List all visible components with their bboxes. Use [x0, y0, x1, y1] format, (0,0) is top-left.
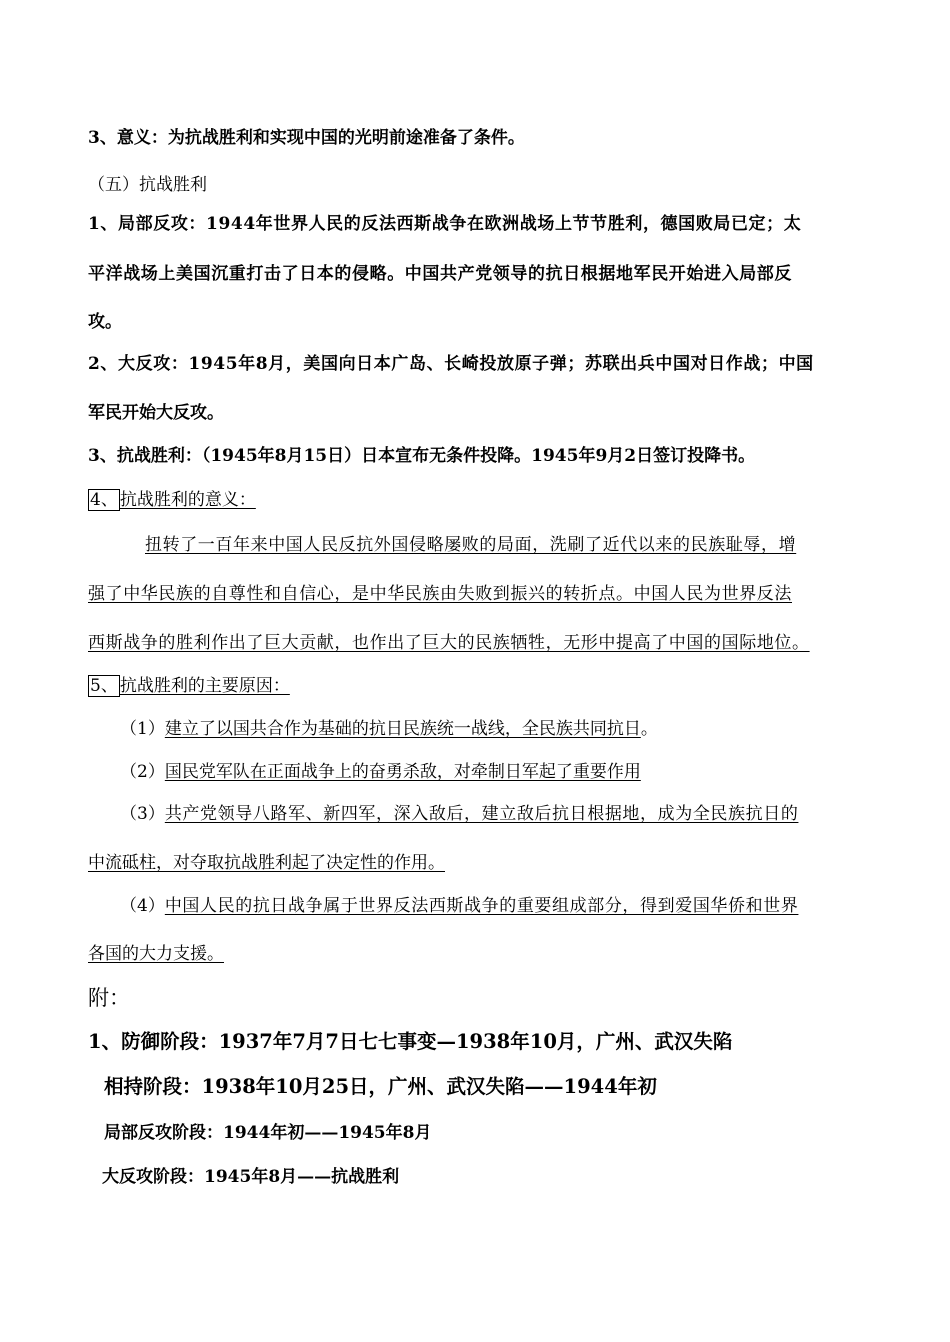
item4-title: 抗战胜利的意义： — [119, 490, 256, 510]
reason-1 — [120, 717, 658, 741]
reason-4-text-line2: 各国的大力支援。 — [88, 944, 224, 964]
item5-heading — [88, 674, 290, 698]
reason-4-text-line1: 中国人民的抗日战争属于世界反法西斯战争的重要组成部分，得到爱国华侨和世界 — [164, 896, 799, 916]
reason-2-text: 国民党军队在正面战争上的奋勇杀敌，对牵制日军起了重要作用 — [164, 762, 641, 782]
item4-number-box: 4、 — [90, 490, 118, 510]
reason-2 — [120, 760, 641, 784]
section-heading-victory: （五）抗战胜利 — [88, 175, 207, 195]
item5-title: 抗战胜利的主要原因： — [119, 676, 290, 696]
appendix-stage-stalemate: 相持阶段：1938年10月25日，广州、武汉失陷——1944年初 — [104, 1075, 657, 1098]
item2-line2: 军民开始大反攻。 — [88, 403, 224, 423]
reason-1-number: （1） — [120, 719, 165, 739]
appendix-title: 附： — [88, 986, 130, 1010]
item3-line: 3、抗战胜利：（1945年8月15日）日本宣布无条件投降。1945年9月2日签订投降书。 — [88, 446, 756, 466]
reason-2-number: （2） — [120, 762, 165, 782]
item4-para-line3: 西斯战争的胜利作出了巨大贡献，也作出了巨大的民族牺牲，无形中提高了中国的国际地位。 — [88, 633, 810, 653]
item4-heading — [88, 488, 256, 512]
appendix-stage-partial-counteroffensive: 局部反攻阶段：1944年初——1945年8月 — [104, 1123, 432, 1143]
item1-line1: 1、局部反攻：1944年世界人民的反法西斯战争在欧洲战场上节节胜利，德国败局已定；太 — [88, 214, 802, 234]
reason-1-text: 建立了以国共合作为基础的抗日民族统一战线，全民族共同抗日 — [164, 719, 641, 739]
item5-number-box: 5、 — [90, 676, 118, 696]
reason-4 — [120, 894, 798, 918]
reason-3-number: （3） — [120, 804, 165, 824]
reason-4-number: （4） — [120, 896, 165, 916]
reason-3-text-line1: 共产党领导八路军、新四军，深入敌后，建立敌后抗日根据地，成为全民族抗日的 — [164, 804, 799, 824]
reason-3-text-line2: 中流砥柱，对夺取抗战胜利起了决定性的作用。 — [88, 853, 445, 873]
item1-line2: 平洋战场上美国沉重打击了日本的侵略。中国共产党领导的抗日根据地军民开始进入局部反 — [88, 264, 792, 284]
reason-1-end: 。 — [640, 719, 658, 739]
item4-para-line2: 强了中华民族的自尊性和自信心，是中华民族由失败到振兴的转折点。中国人民为世界反法 — [88, 584, 792, 604]
reason-3 — [120, 802, 798, 826]
meaning-line: 3、意义：为抗战胜利和实现中国的光明前途准备了条件。 — [88, 128, 525, 148]
appendix-stage-general-counteroffensive: 大反攻阶段：1945年8月——抗战胜利 — [102, 1167, 400, 1187]
item4-para-line1: 扭转了一百年来中国人民反抗外国侵略屡败的局面，洗刷了近代以来的民族耻辱，增 — [145, 535, 797, 555]
item2-line1: 2、大反攻：1945年8月，美国向日本广岛、长崎投放原子弹；苏联出兵中国对日作战；中国 — [88, 354, 814, 374]
appendix-stage-defense: 1、防御阶段：1937年7月7日七七事变—1938年10月，广州、武汉失陷 — [88, 1030, 733, 1053]
item1-line3: 攻。 — [88, 312, 122, 332]
